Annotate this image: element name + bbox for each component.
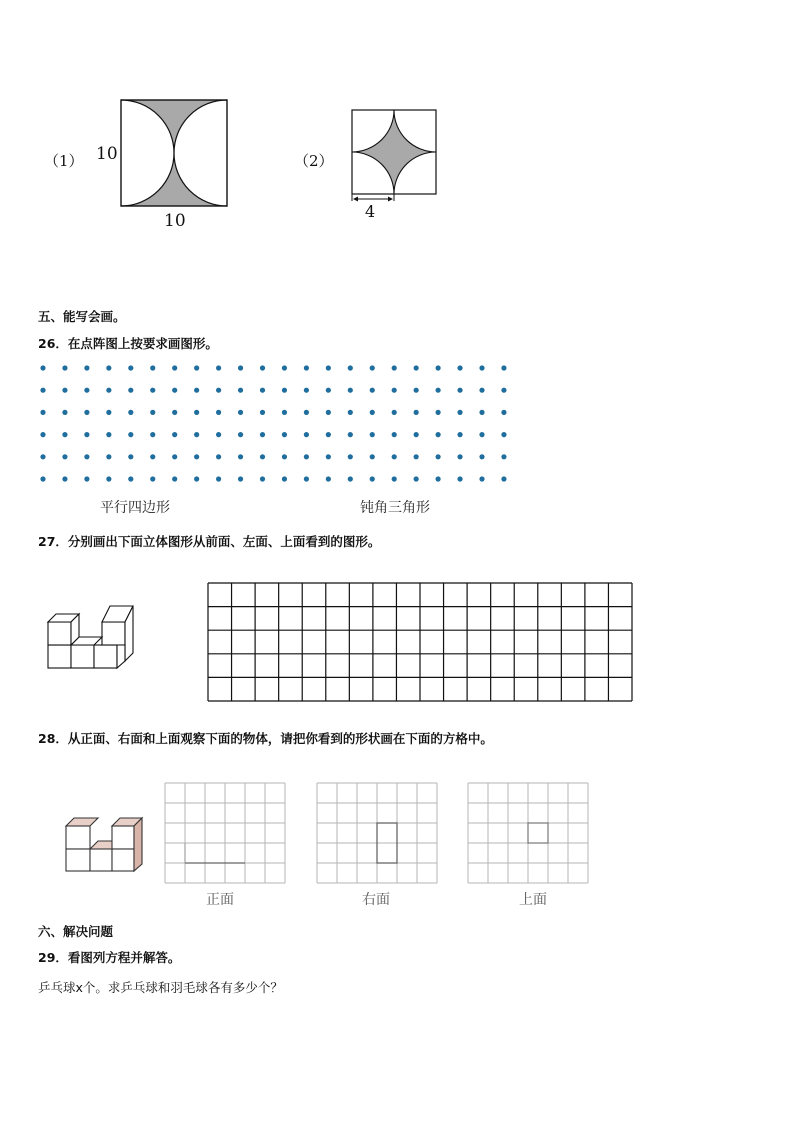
- figure-1-bottom-label: 10: [164, 211, 186, 231]
- grid-dot: [370, 410, 375, 415]
- grid-dot: [150, 388, 155, 393]
- grid-right-view: [316, 782, 440, 884]
- grid-dot: [106, 365, 111, 370]
- grid-dot: [282, 365, 287, 370]
- grid-dot: [348, 365, 353, 370]
- grid-dot: [84, 432, 89, 437]
- grid-dot: [304, 432, 309, 437]
- grid-dot: [260, 388, 265, 393]
- grid-dot: [238, 454, 243, 459]
- grid-dot: [282, 454, 287, 459]
- grid-dot: [370, 365, 375, 370]
- grid-dot: [479, 476, 484, 481]
- grid-front-view: [164, 782, 288, 884]
- grid-dot: [370, 388, 375, 393]
- caption-top: 上面: [519, 892, 547, 908]
- grid-dot: [392, 388, 397, 393]
- grid-dot: [326, 365, 331, 370]
- grid-dot: [414, 454, 419, 459]
- grid-dot: [106, 432, 111, 437]
- cube-figure-q28: [60, 814, 150, 876]
- grid-dot: [370, 476, 375, 481]
- grid-dot: [106, 388, 111, 393]
- grid-dot: [40, 432, 45, 437]
- grid-dot: [370, 432, 375, 437]
- caption-obtuse-triangle: 钝角三角形: [360, 500, 430, 516]
- grid-dot: [194, 454, 199, 459]
- grid-dot: [216, 410, 221, 415]
- question-29-text: 29．看图列方程并解答。: [38, 950, 181, 965]
- grid-dot: [414, 388, 419, 393]
- grid-dot: [501, 432, 506, 437]
- grid-dot: [260, 476, 265, 481]
- grid-dot: [436, 476, 441, 481]
- grid-dot: [501, 454, 506, 459]
- grid-dot: [479, 454, 484, 459]
- grid-dot: [414, 365, 419, 370]
- grid-dot: [150, 476, 155, 481]
- grid-dot: [128, 454, 133, 459]
- question-27-text: 27．分别画出下面立体图形从前面、左面、上面看到的图形。: [38, 534, 381, 549]
- grid-dot: [392, 410, 397, 415]
- grid-dot: [436, 432, 441, 437]
- grid-dot: [172, 388, 177, 393]
- grid-dot: [479, 432, 484, 437]
- grid-dot: [282, 432, 287, 437]
- grid-dot: [414, 476, 419, 481]
- grid-dot: [304, 388, 309, 393]
- grid-dot: [216, 454, 221, 459]
- grid-dot: [370, 454, 375, 459]
- grid-dot: [172, 476, 177, 481]
- grid-dot: [414, 432, 419, 437]
- grid-dot: [216, 365, 221, 370]
- question-28-text: 28．从正面、右面和上面观察下面的物体，请把你看到的形状画在下面的方格中。: [38, 731, 493, 746]
- grid-dot: [348, 388, 353, 393]
- question-26-text: 26．在点阵图上按要求画图形。: [38, 336, 218, 351]
- grid-dot: [62, 388, 67, 393]
- grid-dot: [436, 410, 441, 415]
- grid-dot: [326, 432, 331, 437]
- grid-dot: [304, 454, 309, 459]
- grid-dot: [436, 388, 441, 393]
- question-29-line: 乒乓球x个。求乒乓球和羽毛球各有多少个？: [38, 980, 283, 995]
- grid-dot: [260, 365, 265, 370]
- grid-dot: [501, 410, 506, 415]
- grid-dot: [479, 388, 484, 393]
- grid-dot: [282, 410, 287, 415]
- grid-dot: [238, 365, 243, 370]
- grid-dot: [457, 410, 462, 415]
- grid-dot: [84, 454, 89, 459]
- grid-dot: [194, 388, 199, 393]
- grid-dot: [128, 476, 133, 481]
- grid-dot: [304, 365, 309, 370]
- grid-dot: [128, 365, 133, 370]
- grid-dot: [194, 365, 199, 370]
- grid-dot: [479, 365, 484, 370]
- grid-dot: [106, 476, 111, 481]
- grid-dot: [348, 454, 353, 459]
- grid-dot: [392, 476, 397, 481]
- grid-dot: [172, 365, 177, 370]
- grid-dot: [216, 388, 221, 393]
- grid-dot: [62, 432, 67, 437]
- grid-dot: [172, 454, 177, 459]
- grid-dot: [501, 388, 506, 393]
- grid-dot: [194, 476, 199, 481]
- section-6-title: 六、解决问题: [38, 924, 114, 939]
- grid-dot: [40, 454, 45, 459]
- grid-dot: [216, 432, 221, 437]
- figure-2-number: （2）: [294, 152, 334, 170]
- grid-dot: [260, 410, 265, 415]
- grid-dot: [172, 432, 177, 437]
- grid-dot: [457, 454, 462, 459]
- grid-dot: [194, 432, 199, 437]
- grid-dot: [436, 454, 441, 459]
- grid-dot: [172, 410, 177, 415]
- grid-dot: [457, 365, 462, 370]
- grid-dot: [150, 410, 155, 415]
- grid-dot: [457, 432, 462, 437]
- grid-dot: [479, 410, 484, 415]
- grid-dot: [392, 432, 397, 437]
- grid-dot: [304, 476, 309, 481]
- grid-dot: [326, 410, 331, 415]
- grid-dot: [260, 454, 265, 459]
- grid-dot: [348, 432, 353, 437]
- grid-dot: [348, 410, 353, 415]
- grid-dot: [40, 410, 45, 415]
- grid-dot: [62, 410, 67, 415]
- grid-dot: [106, 410, 111, 415]
- grid-dot: [62, 476, 67, 481]
- caption-parallelogram: 平行四边形: [100, 500, 170, 516]
- grid-dot: [392, 365, 397, 370]
- grid-dot: [238, 432, 243, 437]
- grid-dot: [150, 365, 155, 370]
- grid-dot: [326, 388, 331, 393]
- grid-q27: [207, 582, 635, 704]
- grid-dot: [414, 410, 419, 415]
- grid-dot: [348, 476, 353, 481]
- grid-dot: [216, 476, 221, 481]
- grid-dot: [501, 365, 506, 370]
- grid-dot: [238, 388, 243, 393]
- grid-dot: [62, 365, 67, 370]
- grid-dot: [40, 388, 45, 393]
- grid-dot: [106, 454, 111, 459]
- dot-grid: [0, 0, 794, 500]
- grid-dot: [326, 454, 331, 459]
- grid-dot: [501, 476, 506, 481]
- grid-dot: [326, 476, 331, 481]
- grid-dot: [40, 476, 45, 481]
- grid-dot: [150, 432, 155, 437]
- grid-dot: [128, 410, 133, 415]
- grid-dot: [436, 365, 441, 370]
- section-5-title: 五、能写会画。: [38, 309, 126, 324]
- grid-dot: [128, 432, 133, 437]
- grid-dot: [457, 476, 462, 481]
- grid-dot: [40, 365, 45, 370]
- grid-dot: [128, 388, 133, 393]
- grid-dot: [304, 410, 309, 415]
- grid-dot: [84, 388, 89, 393]
- cube-figure-q27: [40, 600, 140, 675]
- grid-dot: [84, 365, 89, 370]
- caption-right: 右面: [362, 892, 390, 908]
- grid-dot: [84, 410, 89, 415]
- grid-dot: [238, 476, 243, 481]
- grid-dot: [238, 410, 243, 415]
- figure-2-measure-label: 4: [365, 202, 376, 221]
- figure-1-side-label: 10: [96, 144, 118, 164]
- grid-dot: [150, 454, 155, 459]
- caption-front: 正面: [206, 892, 234, 908]
- grid-dot: [282, 476, 287, 481]
- grid-dot: [392, 454, 397, 459]
- grid-dot: [194, 410, 199, 415]
- grid-dot: [84, 476, 89, 481]
- grid-dot: [62, 454, 67, 459]
- grid-dot: [457, 388, 462, 393]
- grid-top-view: [467, 782, 591, 884]
- figure-1-number: （1）: [44, 152, 84, 170]
- grid-dot: [282, 388, 287, 393]
- grid-dot: [260, 432, 265, 437]
